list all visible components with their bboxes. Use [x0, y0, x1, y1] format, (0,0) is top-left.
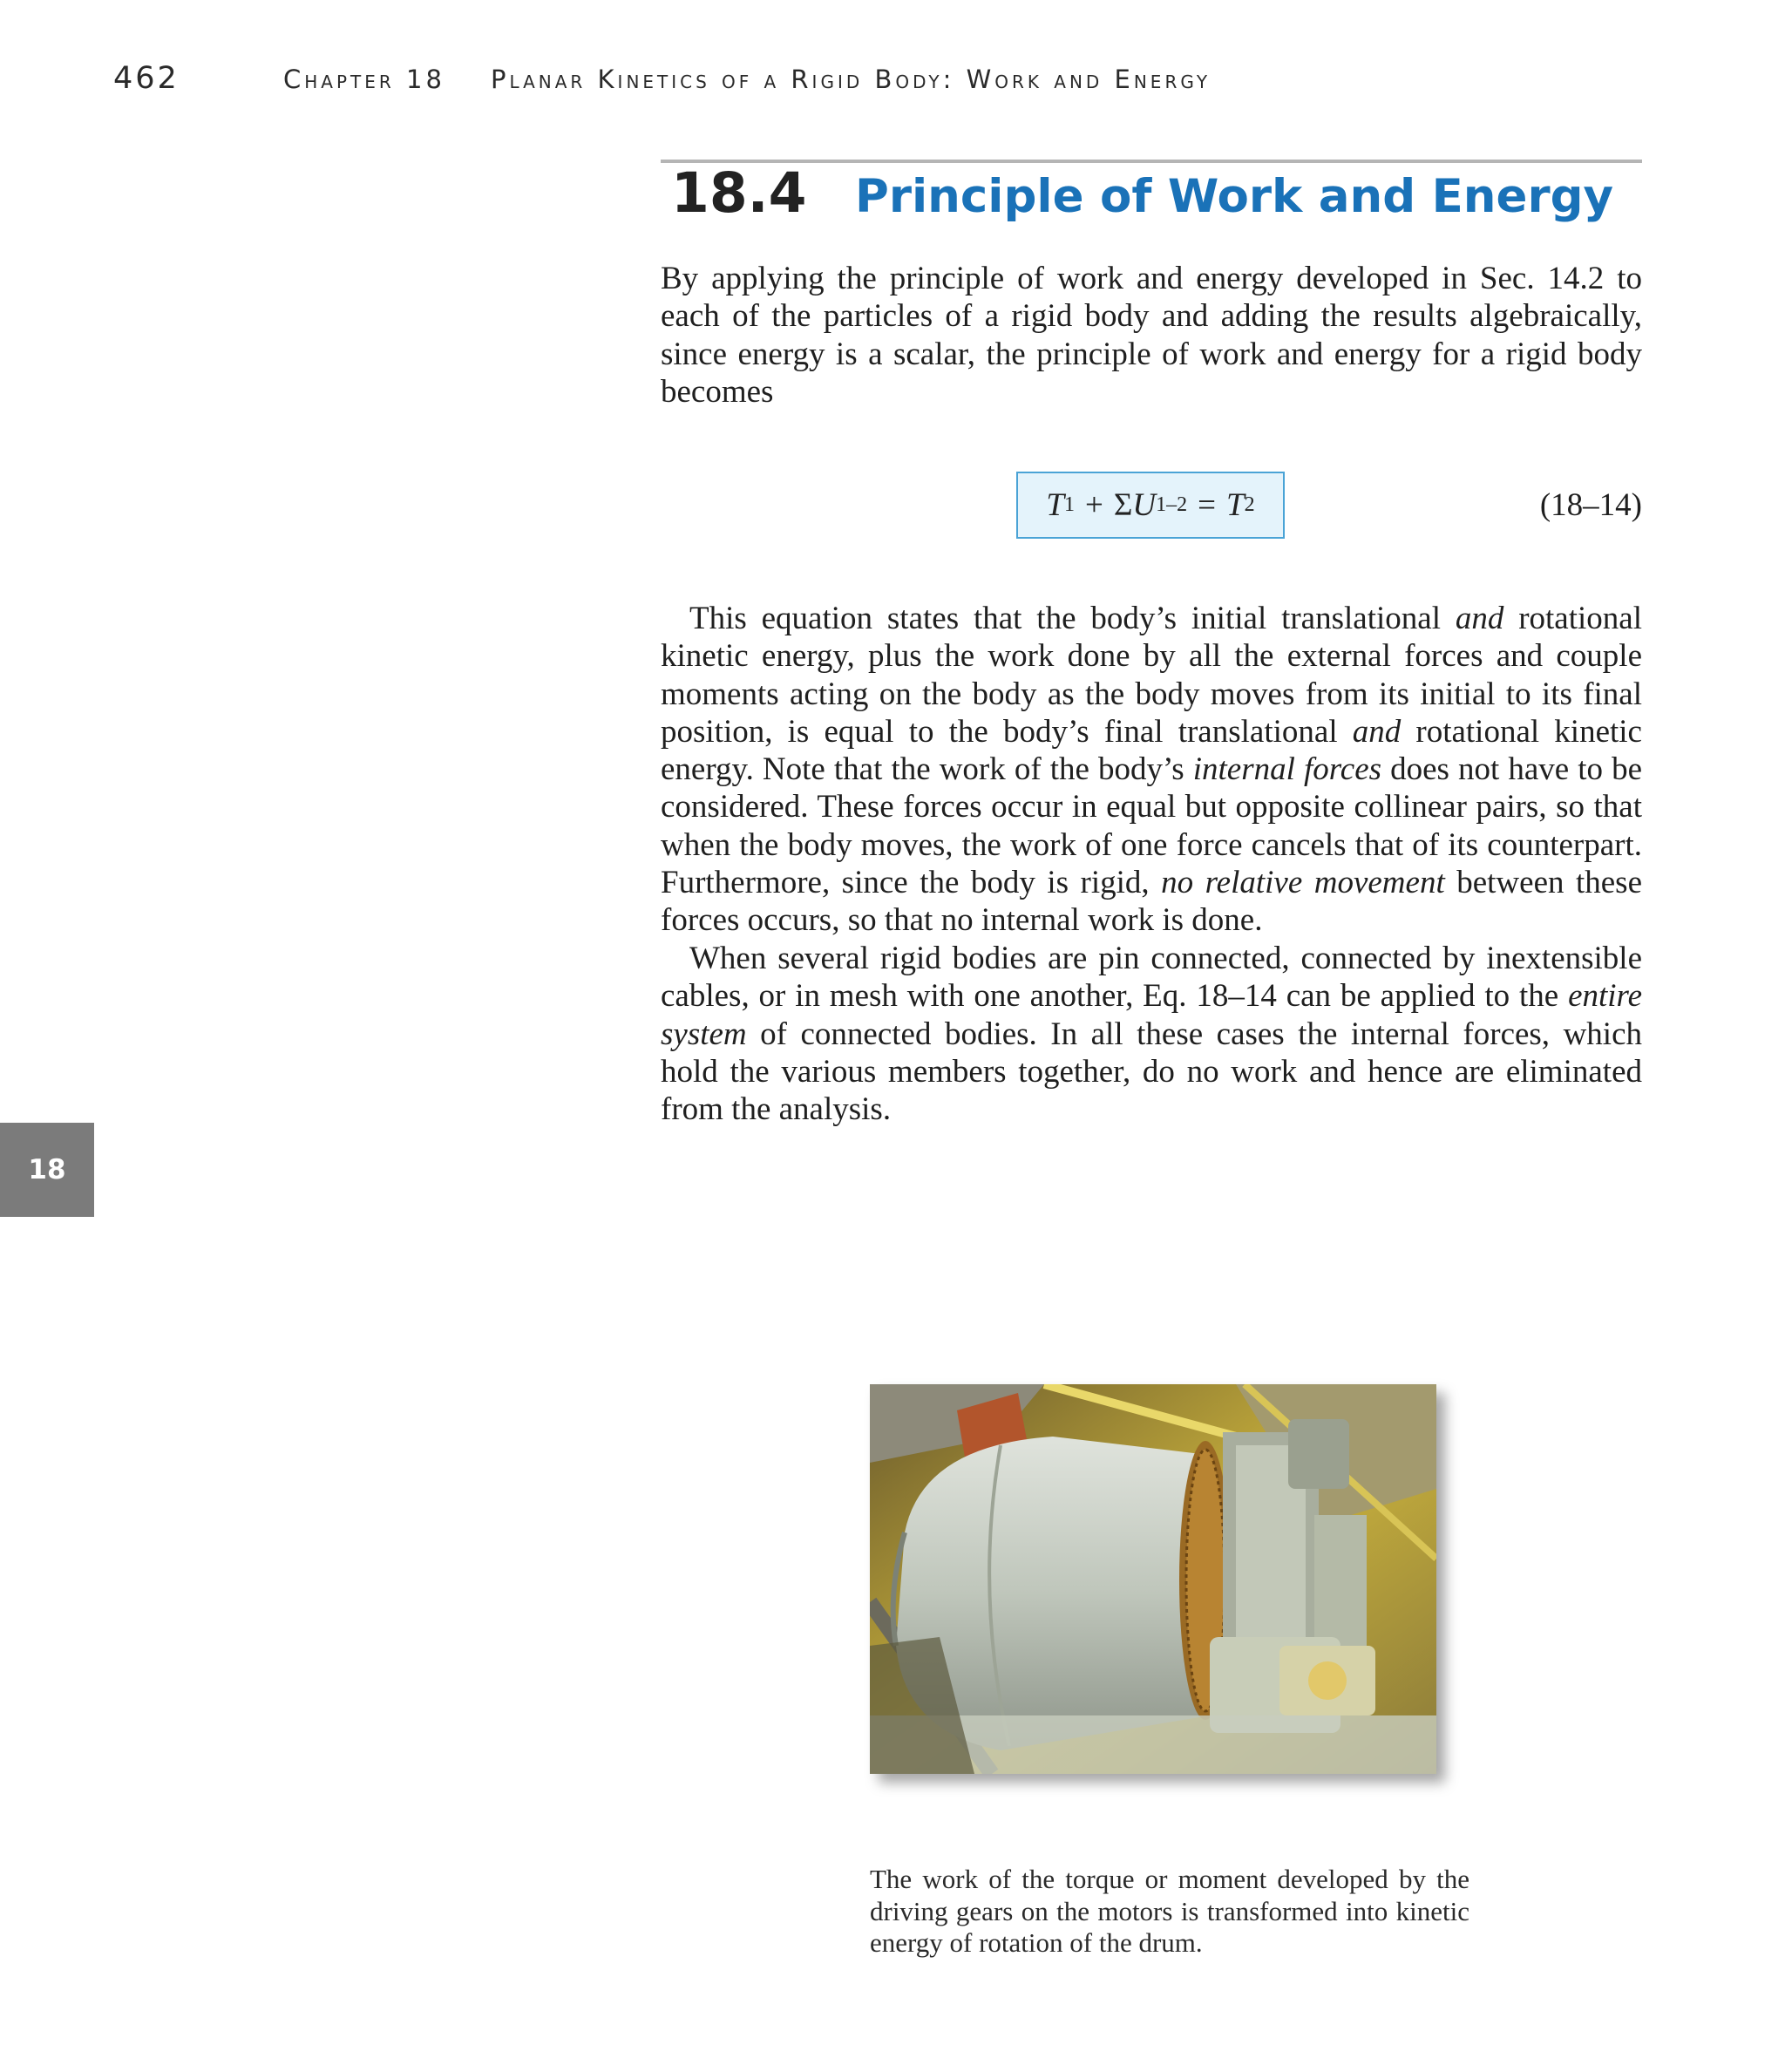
equation-u-sub: 1–2 [1156, 493, 1188, 516]
paragraph-2 [661, 600, 1642, 940]
chapter-label: Chapter 18 [283, 65, 445, 94]
section-rule [661, 160, 1642, 163]
section-title: Principle of Work and Energy [855, 170, 1614, 223]
paragraph-2-text-5: between these forces occurs, so that no internal work is done. [661, 865, 1642, 939]
equation-plus: + [1084, 487, 1103, 523]
paragraph-2-text-3: rotational kinetic energy. Note that the work of the body’s [661, 713, 1642, 788]
paragraph-2-emphasis-1: and [1455, 601, 1504, 636]
running-head [0, 61, 1785, 105]
paragraph-2-emphasis-2: and [1352, 713, 1402, 750]
mixer-drum-illustration [870, 1384, 1436, 1774]
page-number: 462 [113, 61, 180, 96]
paragraph-2-text-1: This equation states that the body’s initial translational [689, 601, 1456, 636]
equation-u: U [1132, 487, 1157, 523]
paragraph-3-emphasis-1: entire system [661, 978, 1642, 1052]
figure-caption: The work of the torque or moment developed by the driving gears on the motors is transformed into kinetic energy of rotation of the drum. [870, 1864, 1469, 1958]
equation-t2-sub: 2 [1244, 493, 1255, 516]
paragraph-2-text-4: does not have to be considered. These forces occur in equal but opposite collinear pairs, so that when the body moves, the work of one force cancels that of its counterpart. Furthermore, since the body is rigid, [661, 751, 1642, 901]
equation-sigma: Σ [1113, 487, 1133, 523]
section-number: 18.4 [671, 161, 807, 225]
figure-photo [870, 1384, 1436, 1774]
paragraph-2-emphasis-3: internal forces [1192, 751, 1382, 788]
chapter-title: Planar Kinetics of a Rigid Body: Work and Energy [491, 65, 1211, 94]
chapter-tab: 18 [0, 1123, 94, 1217]
equation-equals: = [1198, 487, 1217, 523]
equation-t1-sub: 1 [1063, 493, 1075, 516]
intro-paragraph: By applying the principle of work and energy developed in Sec. 14.2 to each of the particles of a rigid body and adding the results algebraically, since energy is a scalar, the principle of work and energy for a rigid body becomes [661, 261, 1642, 410]
equation-number: (18–14) [1539, 487, 1642, 523]
paragraph-3-text-1: When several rigid bodies are pin connected, connected by inextensible cables, or in mesh with one another, Eq. 18–14 can be applied to the [661, 941, 1642, 1015]
equation-t1: T [1046, 487, 1064, 523]
paragraph-2-text-2: rotational kinetic energy, plus the work done by all the external forces and couple moments acting on the body as the body moves from its initial to its final position, is equal to the body’s final translational [661, 601, 1642, 750]
paragraph-3 [661, 940, 1642, 1128]
paragraph-3-text-2: of connected bodies. In all these cases the internal forces, which hold the various members together, do no work and hence are eliminated from the analysis. [661, 1016, 1642, 1128]
equation-t2: T [1226, 487, 1245, 523]
paragraph-2-emphasis-4: no relative movement [1161, 865, 1445, 901]
equation-box [1016, 472, 1285, 539]
